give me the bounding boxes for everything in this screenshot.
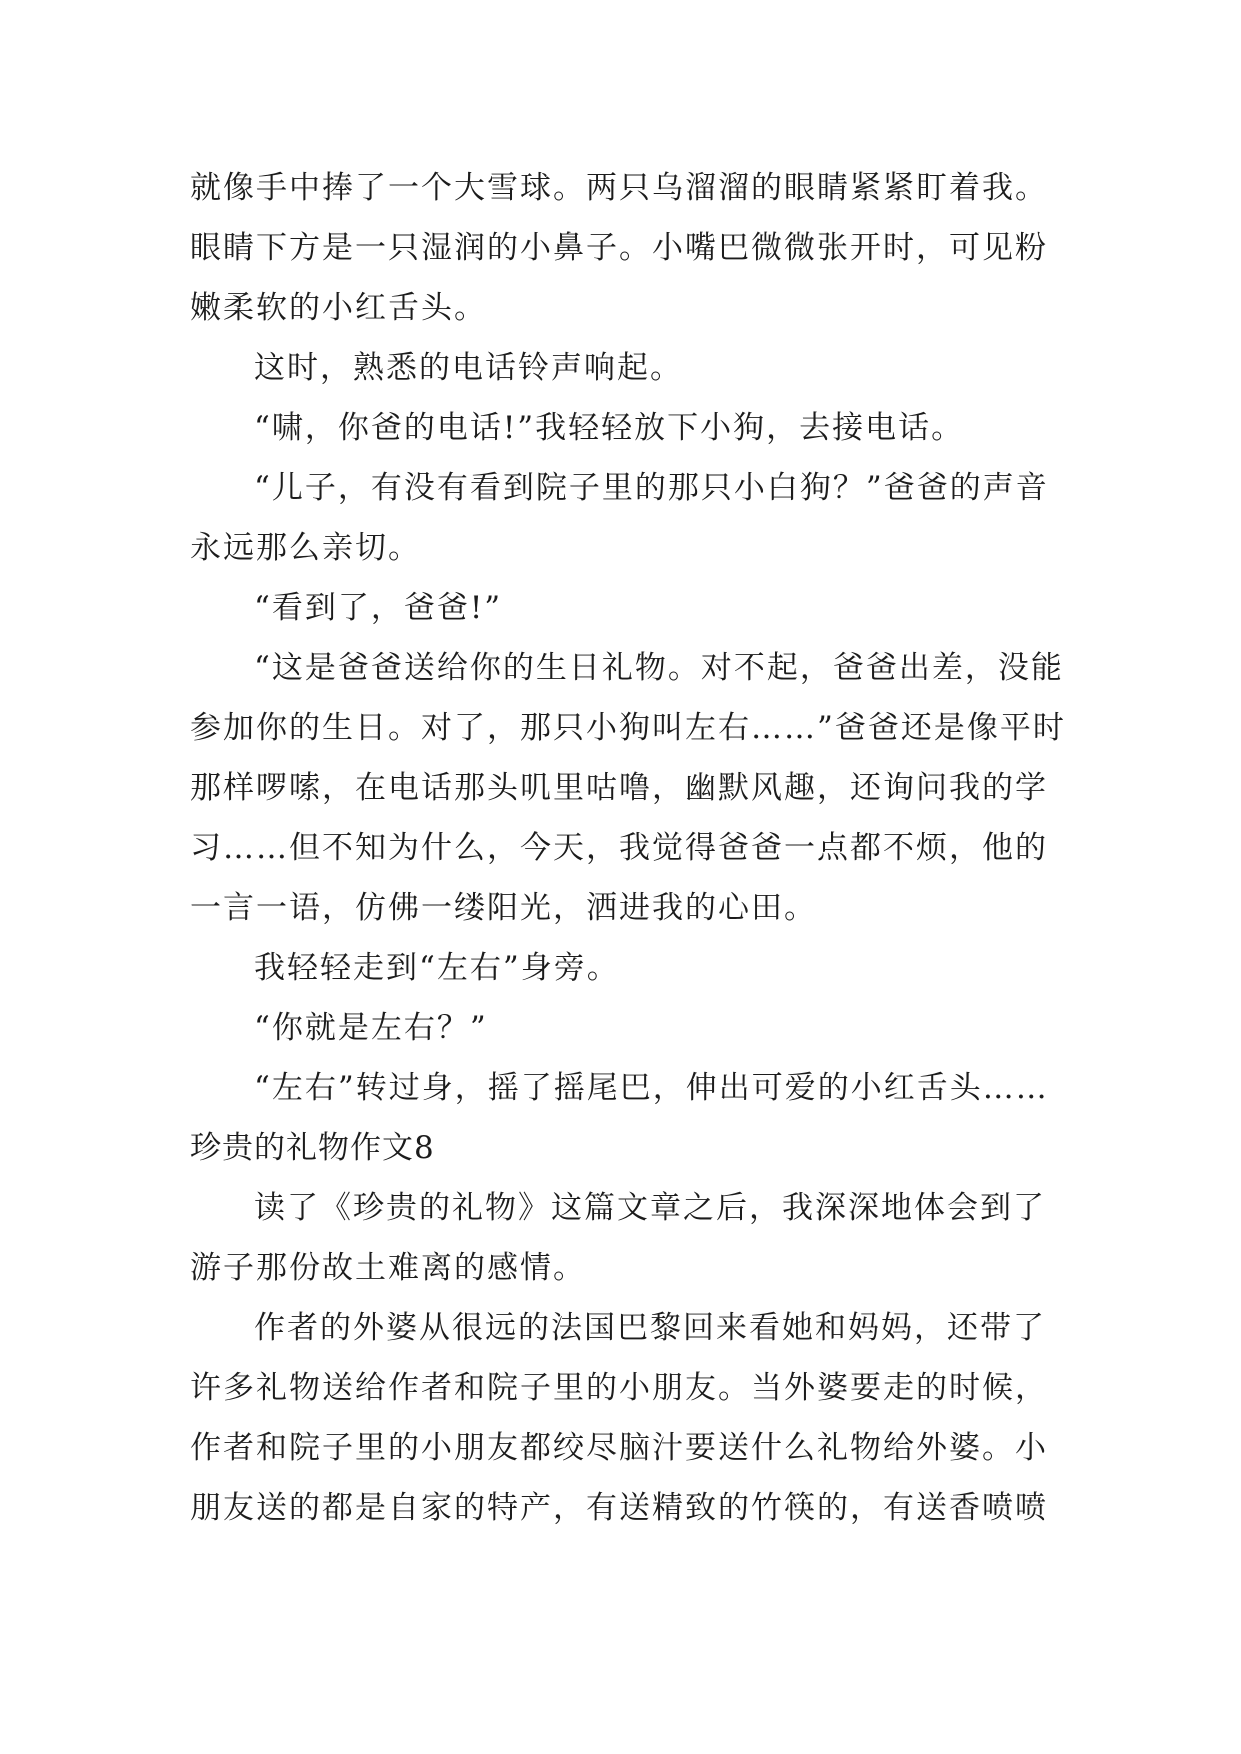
- paragraph: 这时，熟悉的电话铃声响起。: [254, 350, 683, 386]
- paragraph: “看到了，爸爸!”: [254, 590, 503, 626]
- paragraph: “啸，你爸的电话!”我轻轻放下小狗，去接电话。: [254, 410, 965, 446]
- paragraph: 就像手中捧了一个大雪球。两只乌溜溜的眼睛紧紧盯着我。眼睛下方是一只湿润的小鼻子。小嘴巴微微张开时，可见粉嫩柔软的小红舌头。: [190, 170, 1048, 326]
- paragraph: “左右”转过身，摇了摇尾巴，伸出可爱的小红舌头……: [254, 1070, 1049, 1106]
- section-heading: 珍贵的礼物作文8: [190, 1130, 435, 1166]
- document-body: [190, 158, 1070, 1538]
- paragraph: “你就是左右？”: [254, 1010, 488, 1046]
- paragraph: 读了《珍贵的礼物》这篇文章之后，我深深地体会到了游子那份故土难离的感情。: [190, 1190, 1046, 1286]
- paragraph: “这是爸爸送给你的生日礼物。对不起，爸爸出差，没能参加你的生日。对了，那只小狗叫左右……”爸爸还是像平时那样啰嗦，在电话那头叽里咕噜，幽默风趣，还询问我的学习……但不知为什么，今天，我觉得爸爸一点都不烦，他的一言一语，仿佛一缕阳光，洒进我的心田。: [190, 650, 1066, 926]
- paragraph: 我轻轻走到“左右”身旁。: [254, 950, 620, 986]
- paragraph: “儿子，有没有看到院子里的那只小白狗？”爸爸的声音永远那么亲切。: [190, 470, 1049, 566]
- paragraph: 作者的外婆从很远的法国巴黎回来看她和妈妈，还带了许多礼物送给作者和院子里的小朋友。当外婆要走的时候，作者和院子里的小朋友都绞尽脑汁要送什么礼物给外婆。小朋友送的都是自家的特产，有送精致的竹筷的，有送香喷喷: [190, 1310, 1048, 1526]
